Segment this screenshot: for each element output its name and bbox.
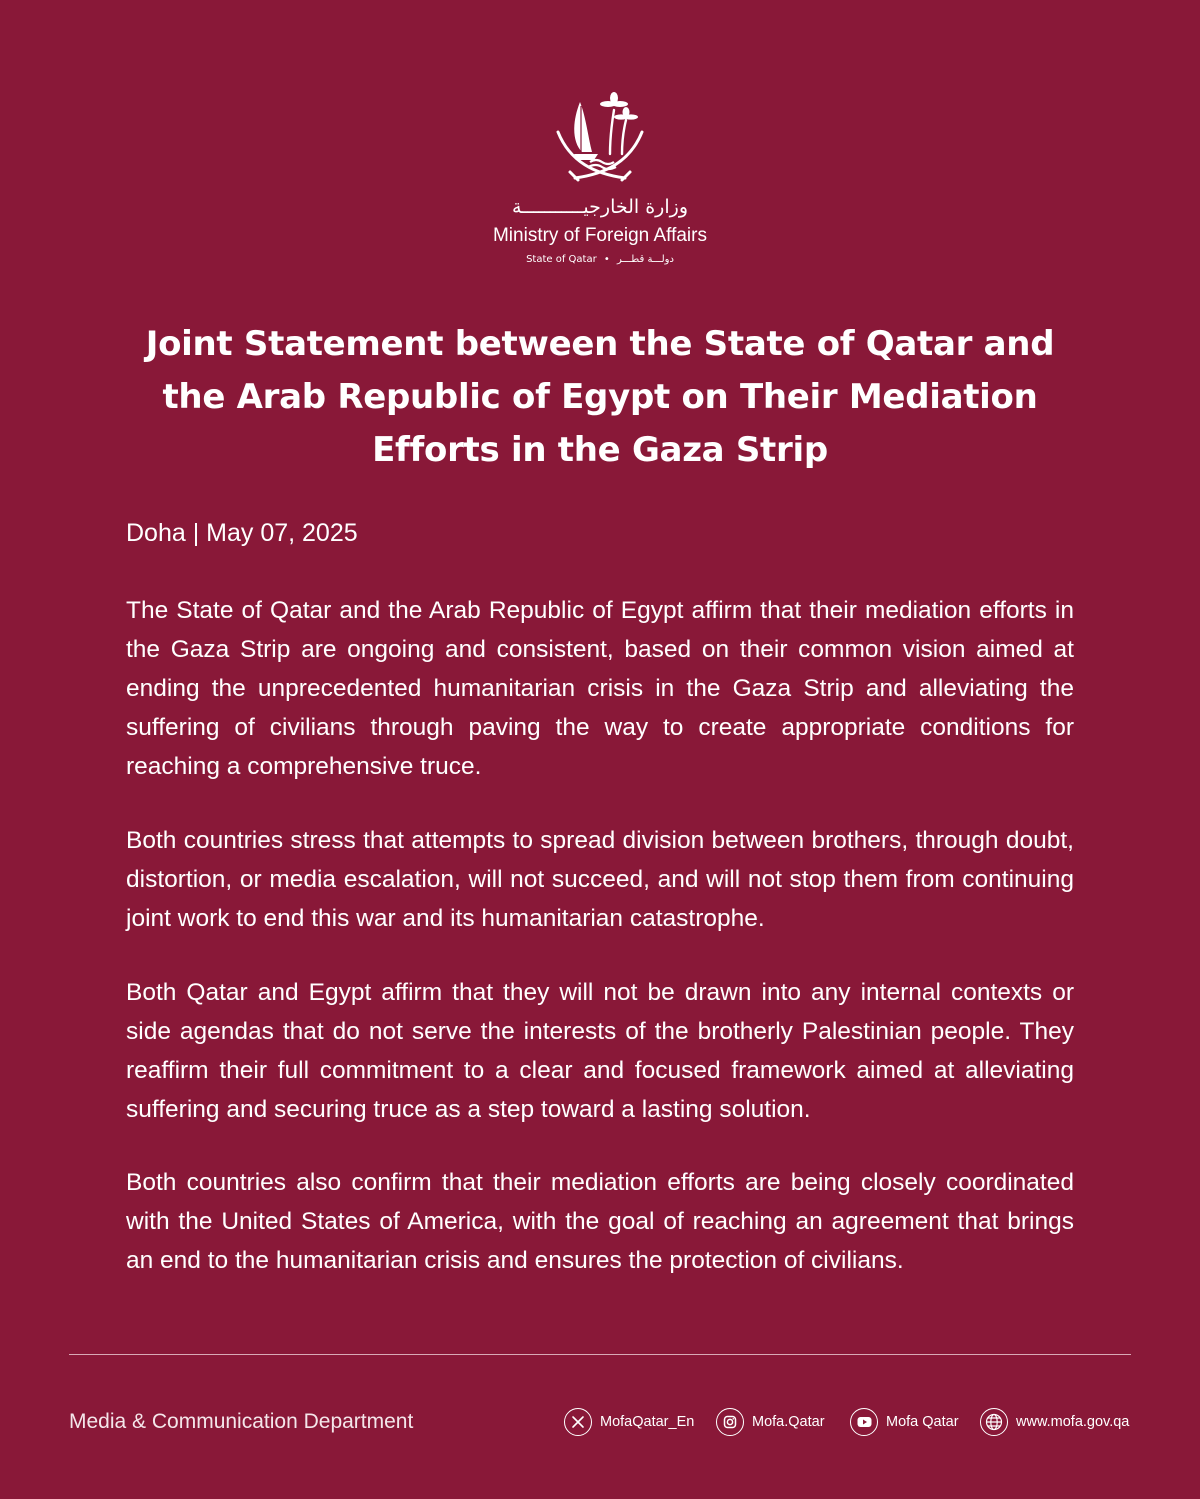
globe-icon: [980, 1408, 1008, 1436]
paragraph: Both Qatar and Egypt affirm that they will not be drawn into any internal contexts or side agendas that do not serve the interests of the brotherly Palestinian people. They reaffirm their full commitment to a clear and focused framework aimed at alleviating suffering and securing truce as a step toward a lasting solution.: [126, 979, 1074, 1123]
footer-divider: [69, 1354, 1131, 1355]
paragraph: The State of Qatar and the Arab Republic of Egypt affirm that their mediation efforts in the Gaza Strip are ongoing and consistent, based on their common vision aimed at ending the unprecedented humanitarian crisis in the Gaza Strip and alleviating the suffering of civilians through paving the way to create appropriate conditions for reaching a comprehensive truce.: [126, 597, 1074, 780]
ministry-name: Ministry of Foreign Affairs: [492, 225, 707, 246]
social-link-youtube[interactable]: [850, 1408, 959, 1436]
dateline: Doha | May 07, 2025: [126, 519, 358, 547]
x-icon: [564, 1408, 592, 1436]
social-link-instagram[interactable]: [716, 1408, 825, 1436]
state-separator: •: [603, 254, 610, 265]
social-handle: Mofa.Qatar: [752, 1414, 825, 1430]
instagram-icon: [716, 1408, 744, 1436]
department-name: Media & Communication Department: [69, 1410, 414, 1433]
social-link-x[interactable]: [564, 1408, 694, 1436]
social-link-website[interactable]: [980, 1408, 1129, 1436]
statement-title: Joint Statement between the State of Qatar and the Arab Republic of Egypt on Their Mediation Efforts in the Gaza Strip: [145, 324, 1055, 470]
social-handle: Mofa Qatar: [886, 1414, 959, 1430]
paragraph: Both countries also confirm that their mediation efforts are being closely coordinated with the United States of America, with the goal of reaching an agreement that brings an end to the humanitarian crisis and ensures the protection of civilians.: [126, 1169, 1074, 1274]
state-line: [0, 254, 1200, 265]
social-handle: MofaQatar_En: [600, 1414, 695, 1430]
youtube-icon: [850, 1408, 878, 1436]
social-handle: www.mofa.gov.qa: [1016, 1414, 1130, 1430]
ministry-name-arabic: وزارة الخارجيـــــــــــة: [512, 196, 688, 218]
qatar-emblem-icon: [550, 92, 650, 188]
state-name-english: State of Qatar: [526, 254, 597, 265]
paragraph: Both countries stress that attempts to spread division between brothers, through doubt, distortion, or media escalation, will not succeed, and will not stop them from continuing joint work to end this war and its humanitarian catastrophe.: [126, 827, 1074, 932]
state-name-arabic: دولـــة قطـــر: [616, 254, 674, 265]
